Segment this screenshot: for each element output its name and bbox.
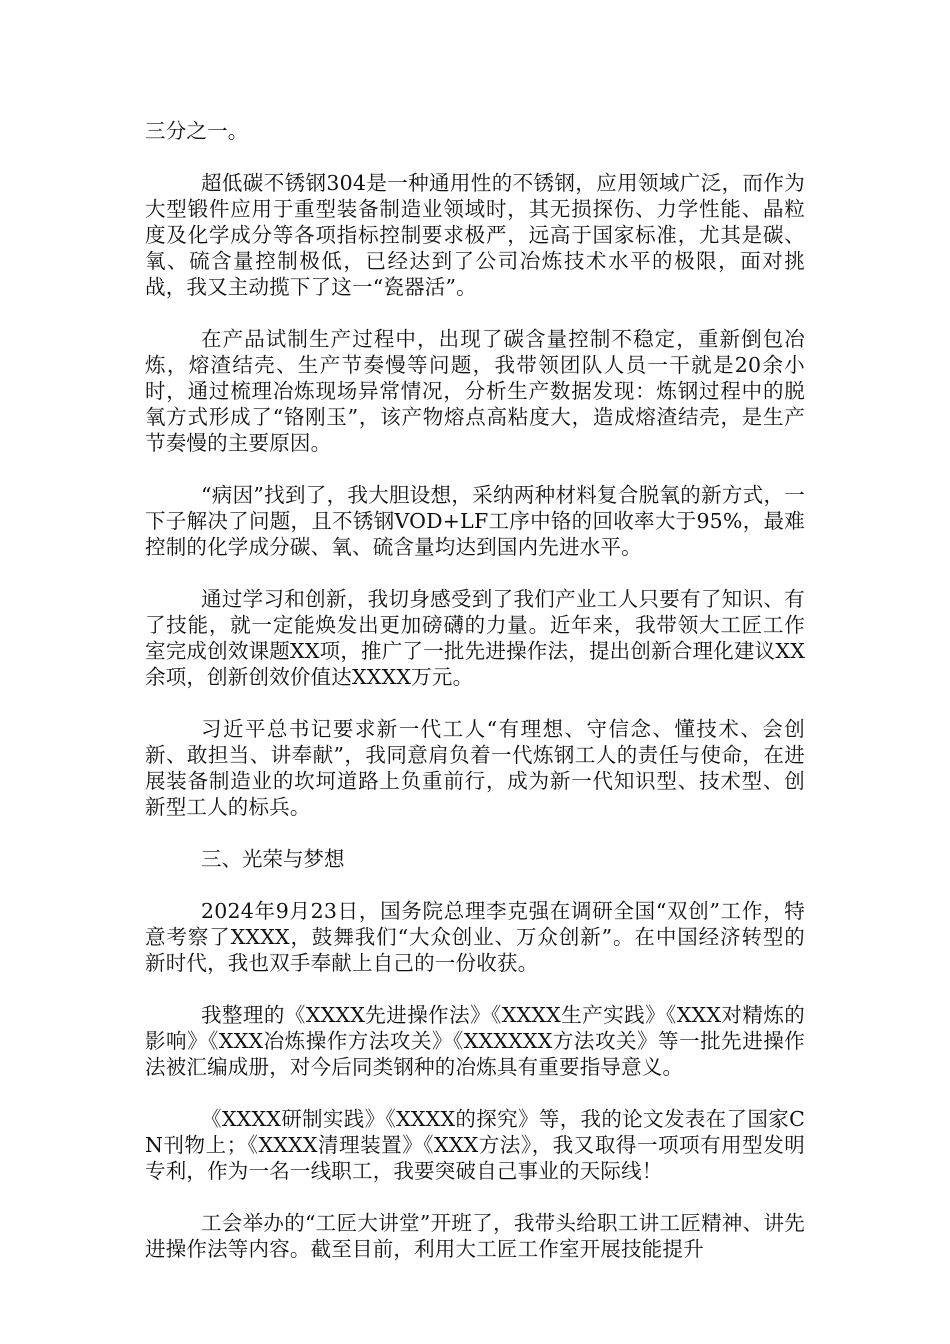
paragraph-stainless-steel-304: 超低碳不锈钢304是一种通用性的不锈钢，应用领域广泛，而作为大型锻件应用于重型装备制造业领域时，其无损探伤、力学性能、晶粒度及化学成分等各项指标控制要求极严，远高于国家标准，尤其是碳、氧、硫含量控制极低，已经达到了公司冶炼技术水平的极限，面对挑战，我又主动揽下了这一“瓷器活”。 — [145, 171, 805, 299]
paragraph-premier-visit: 2024年9月23日，国务院总理李克强在调研全国“双创”工作，特意考察了XXXX，鼓舞我们“大众创业、万众创新”。在中国经济转型的新时代，我也双手奉献上自己的一份收获。 — [145, 899, 805, 975]
paragraph-new-generation-workers: 习近平总书记要求新一代工人“有理想、守信念、懂技术、会创新、敢担当、讲奉献”，我同意肩负着一代炼钢工人的责任与使命，在进展装备制造业的坎坷道路上负重前行，成为新一代知识型、技术型、创新型工人的标兵。 — [145, 717, 805, 819]
document-page — [145, 118, 805, 1262]
paragraph-continuation: 三分之一。 — [145, 119, 249, 143]
paragraph-craftsman-lecture: 工会举办的“工匠大讲堂”开班了，我带头给职工讲工匠精神、讲先进操作法等内容。截至目前，利用大工匠工作室开展技能提升 — [145, 1211, 805, 1261]
paragraph-problem-solved: “病因”找到了，我大胆设想，采纳两种材料复合脱氧的新方式，一下子解决了问题，且不锈钢VOD+LF工序中铬的回收率大于95%，最难控制的化学成分碳、氧、硫含量均达到国内先进水平。 — [145, 483, 805, 559]
paragraph-learning-innovation: 通过学习和创新，我切身感受到了我们产业工人只要有了知识、有了技能，就一定能焕发出更加磅礴的力量。近年来，我带领大工匠工作室完成创效课题XX项，推广了一批先进操作法，提出创新合理化建议XX余项，创新创效价值达XXXX万元。 — [145, 587, 805, 689]
section-heading: 三、光荣与梦想 — [201, 847, 345, 871]
paragraph-operation-methods: 我整理的《XXXX先进操作法》《XXXX生产实践》《XXX对精炼的影响》《XXX冶炼操作方法攻关》《XXXXXX方法攻关》等一批先进操作法被汇编成册，对今后同类钢种的冶炼具有重要指导意义。 — [145, 1003, 805, 1079]
paragraph-papers-patents: 《XXXX研制实践》《XXXX的探究》等，我的论文发表在了国家CN刊物上；《XXXX清理装置》《XXX方法》，我又取得一项项有用型发明专利，作为一名一线职工，我要突破自己事业的天际线！ — [145, 1107, 805, 1183]
paragraph-trial-production: 在产品试制生产过程中，出现了碳含量控制不稳定，重新倒包冶炼，熔渣结壳、生产节奏慢等问题，我带领团队人员一干就是20余小时，通过梳理冶炼现场异常情况，分析生产数据发现：炼钢过程中的脱氧方式形成了“铬刚玉”，该产物熔点高粘度大，造成熔渣结壳，是生产节奏慢的主要原因。 — [145, 327, 805, 455]
